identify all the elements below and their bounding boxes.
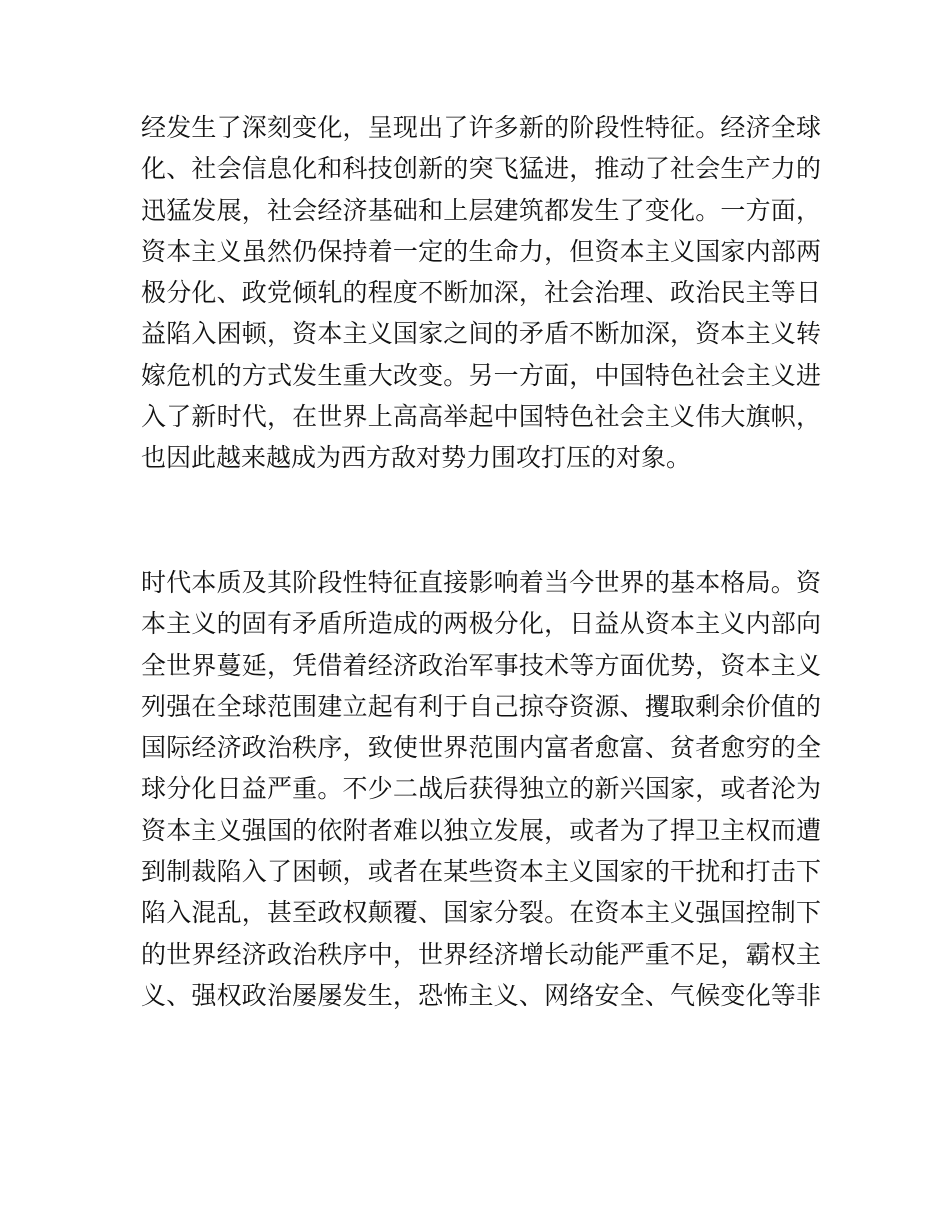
text-line: 极分化、政党倾轧的程度不断加深，社会治理、政治民主等日	[141, 278, 821, 308]
text-line: 化、社会信息化和科技创新的突飞猛进，推动了社会生产力的	[141, 154, 821, 184]
text-line: 列强在全球范围建立起有利于自己掠夺资源、攫取剩余价值的	[141, 691, 821, 721]
paragraph-world-pattern	[141, 562, 821, 1016]
text-line: 球分化日益严重。不少二战后获得独立的新兴国家，或者沦为	[141, 774, 821, 804]
text-line: 的世界经济政治秩序中，世界经济增长动能严重不足，霸权主	[141, 939, 821, 969]
text-line: 入了新时代，在世界上高高举起中国特色社会主义伟大旗帜，	[141, 402, 821, 432]
text-line: 经发生了深刻变化，呈现出了许多新的阶段性特征。经济全球	[141, 113, 821, 142]
text-line: 义、强权政治屡屡发生，恐怖主义、网络安全、气候变化等非	[141, 980, 821, 1010]
text-line-last: 也因此越来越成为西方敌对势力围攻打压的对象。	[141, 443, 692, 473]
text-line: 迅猛发展，社会经济基础和上层建筑都发生了变化。一方面，	[141, 195, 821, 225]
text-line: 国际经济政治秩序，致使世界范围内富者愈富、贫者愈穷的全	[141, 733, 821, 763]
text-line: 资本主义强国的依附者难以独立发展，或者为了捍卫主权而遭	[141, 815, 821, 845]
text-line: 益陷入困顿，资本主义国家之间的矛盾不断加深，资本主义转	[141, 319, 821, 349]
text-line: 陷入混乱，甚至政权颠覆、国家分裂。在资本主义强国控制下	[141, 898, 821, 928]
paragraph-continued	[141, 107, 821, 479]
text-line: 资本主义虽然仍保持着一定的生命力，但资本主义国家内部两	[141, 236, 821, 266]
text-line: 到制裁陷入了困顿，或者在某些资本主义国家的干扰和打击下	[141, 857, 821, 887]
text-line: 全世界蔓延，凭借着经济政治军事技术等方面优势，资本主义	[141, 650, 821, 680]
text-line: 嫁危机的方式发生重大改变。另一方面，中国特色社会主义进	[141, 360, 821, 390]
text-line: 本主义的固有矛盾所造成的两极分化，日益从资本主义内部向	[141, 609, 821, 639]
text-line: 时代本质及其阶段性特征直接影响着当今世界的基本格局。资	[141, 568, 821, 597]
